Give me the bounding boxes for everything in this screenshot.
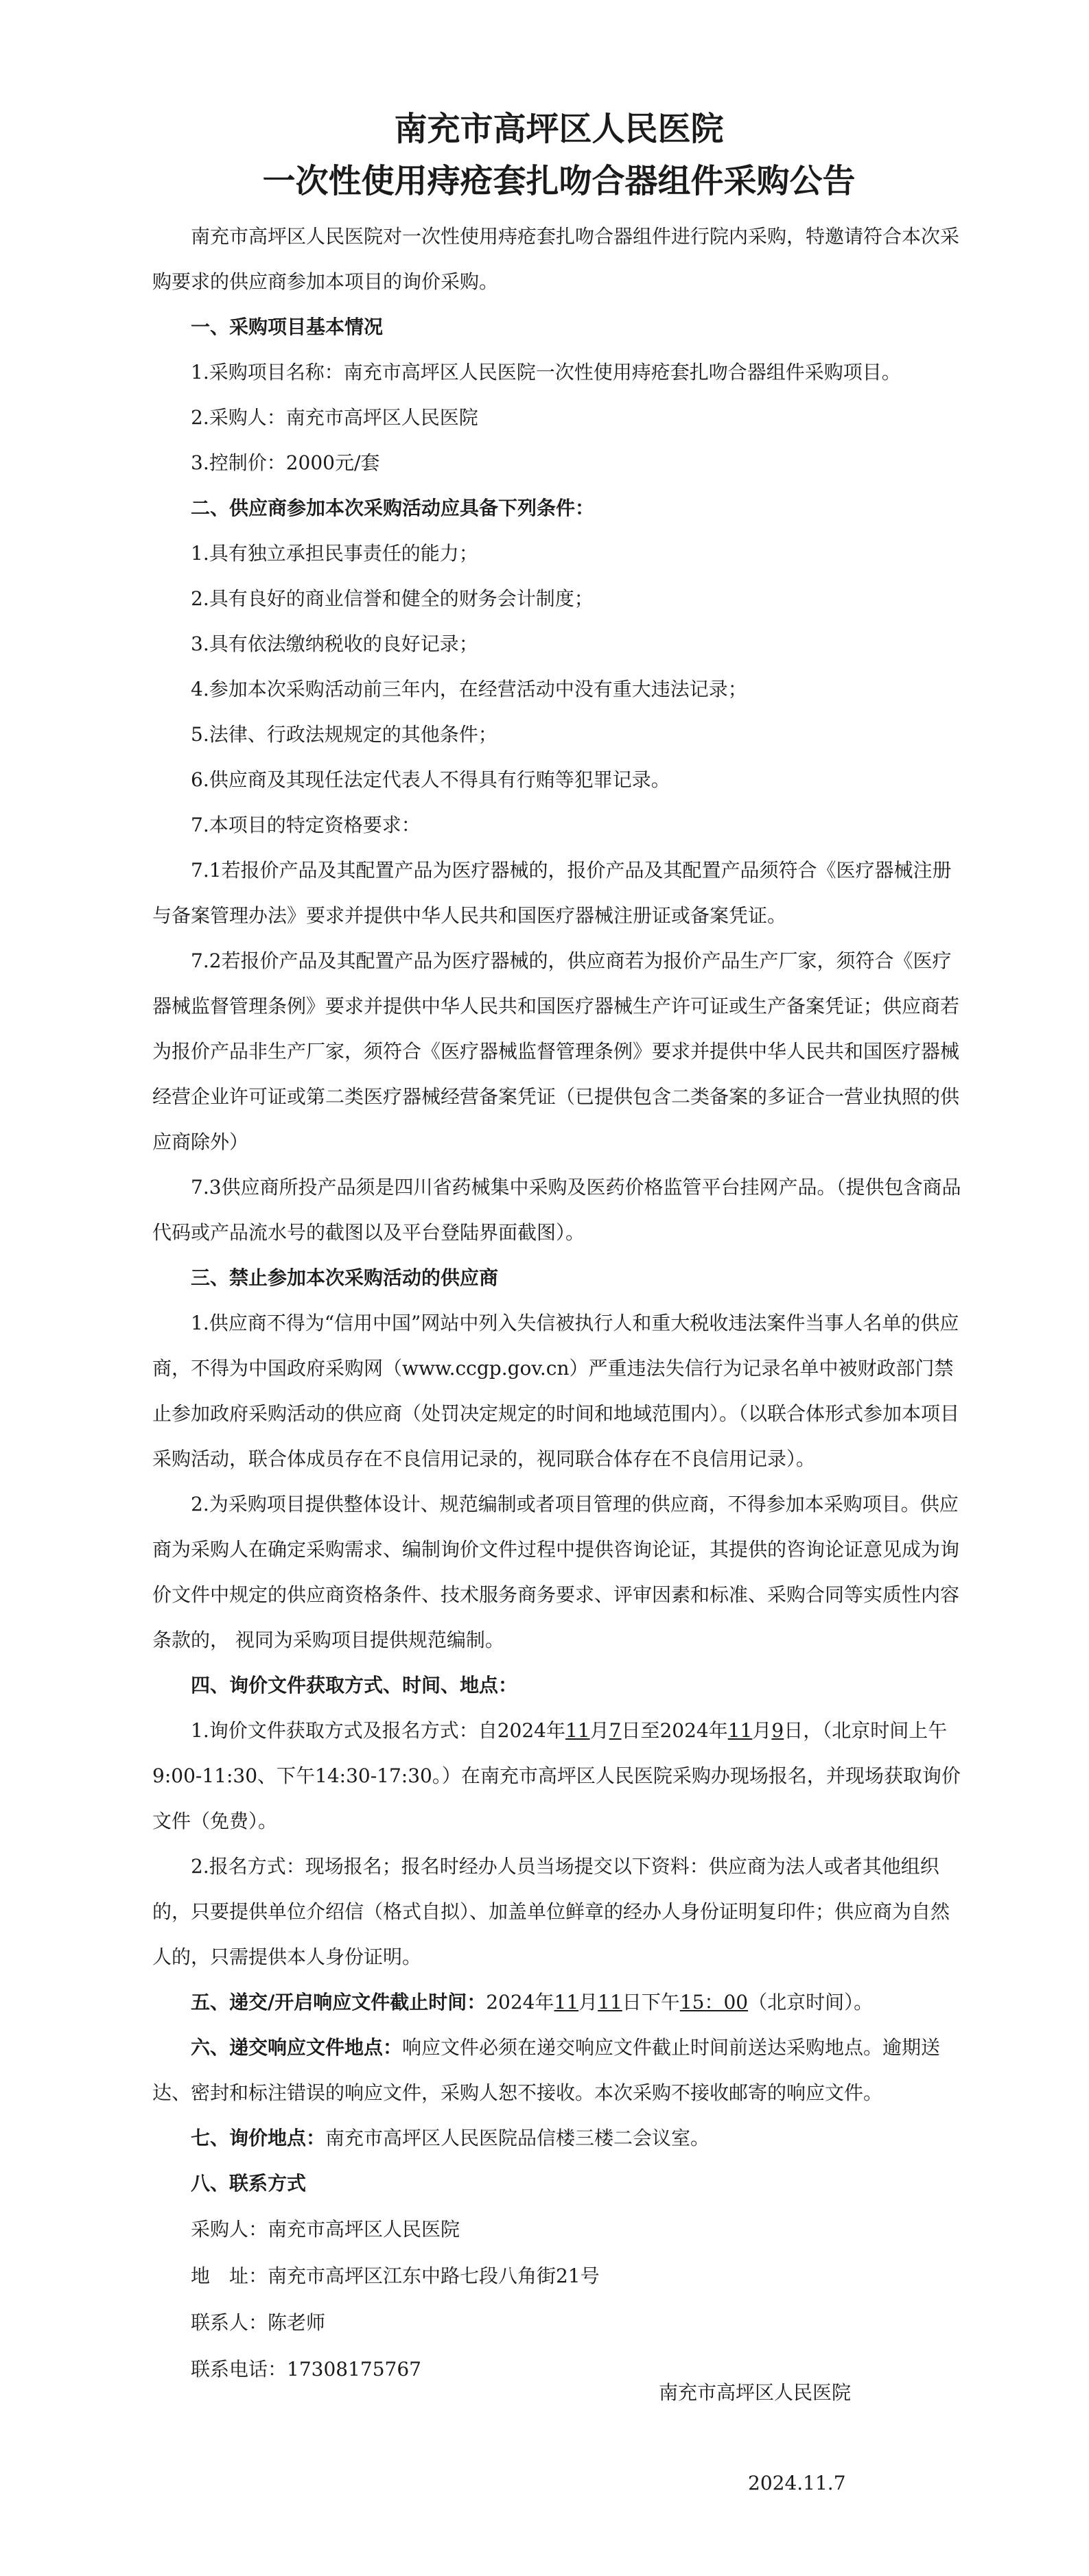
s5-text-post: （北京时间）。 — [748, 1991, 874, 2013]
s4-day-start: 7 — [609, 1719, 622, 1742]
section-2-item-3: 3.具有依法缴纳税收的良好记录； — [191, 633, 478, 655]
contact-purchaser: 采购人：南充市高坪区人民医院 — [191, 2218, 460, 2241]
s5-text-afternoon: 日下午 — [622, 1991, 680, 2013]
section-3-item-1: 1.供应商不得为“信用中国”网站中列入失信被执行人和重大税收违法案件当事人名单的供应商，不得为中国政府采购网（www.ccgp.gov.cn）严重违法失信行为记录名单中被财政部门禁止参加政府采购活动的供应商（处罚决定规定的时间和地域范围内）。（以联合体形式参加本项目采购活动，联合体成员存在不良信用记录的，视同联合体存在不良信用记录）。 — [152, 1312, 960, 1470]
s5-day: 11 — [598, 1991, 622, 2013]
contact-person: 联系人：陈老师 — [191, 2311, 326, 2334]
section-4-heading: 四、询价文件获取方式、时间、地点： — [191, 1674, 518, 1697]
section-2-item-7-2: 7.2若报价产品及其配置产品为医疗器械的，供应商若为报价产品生产厂家，须符合《医疗器械监督管理条例》要求并提供中华人民共和国医疗器械生产许可证或生产备案凭证；供应商若为报价产品非生产厂家，须符合《医疗器械监督管理条例》要求并提供中华人民共和国医疗器械经营企业许可证或第二类医疗器械经营备案凭证（已提供包含二类备案的多证合一营业执照的供应商除外） — [152, 949, 960, 1153]
section-3-heading: 三、禁止参加本次采购活动的供应商 — [191, 1266, 499, 1289]
s4-day-end: 9 — [771, 1719, 784, 1742]
s4-text-month-2: 月 — [752, 1719, 772, 1742]
section-2-item-2: 2.具有良好的商业信誉和健全的财务会计制度； — [191, 587, 594, 610]
section-2-item-5: 5.法律、行政法规规定的其他条件； — [191, 723, 497, 746]
section-1-item-3: 3.控制价：2000元/套 — [191, 451, 380, 474]
section-6 — [152, 2025, 965, 2116]
s4-text-post: 日，（北京时间上午9:00-11:30、下午14:30-17:30。）在南充市高坪区人民医院采购办现场报名，并现场获取询价文件（免费）。 — [152, 1719, 961, 1832]
section-3-item-2: 2.为采购项目提供整体设计、规范编制或者项目管理的供应商，不得参加本采购项目。供应商为采购人在确定采购需求、编制询价文件过程中提供咨询论证，其提供的咨询论证意见成为询价文件中规定的供应商资格条件、技术服务商务要求、评审因素和标准、采购合同等实质性内容条款的， 视同为采购项目提供规范编制。 — [152, 1493, 960, 1651]
section-7 — [152, 2116, 965, 2161]
section-7-text: 南充市高坪区人民医院品信楼三楼二会议室。 — [325, 2127, 710, 2149]
s4-text-pre: 1.询价文件获取方式及报名方式：自2024年 — [191, 1719, 565, 1742]
section-1-item-1: 1.采购项目名称：南充市高坪区人民医院一次性使用痔疮套扎吻合器组件采购项目。 — [191, 361, 901, 383]
section-6-text: 响应文件必须在递交响应文件截止时间前送达采购地点。逾期送达、密封和标注错误的响应文件，采购人恕不接收。本次采购不接收邮寄的响应文件。 — [152, 2036, 941, 2104]
section-1-item-2: 2.采购人：南充市高坪区人民医院 — [191, 406, 478, 429]
section-4-item-2: 2.报名方式：现场报名；报名时经办人员当场提交以下资料：供应商为法人或者其他组织的，只要提供单位介绍信（格式自拟）、加盖单位鲜章的经办人身份证明复印件；供应商为自然人的，只需提供本人身份证明。 — [152, 1855, 950, 1968]
section-2-item-7: 7.本项目的特定资格要求： — [191, 814, 421, 836]
section-8-heading: 八、联系方式 — [191, 2172, 307, 2195]
section-5 — [152, 1980, 965, 2025]
s4-text-month: 月 — [589, 1719, 609, 1742]
section-6-heading: 六、递交响应文件地点： — [191, 2036, 403, 2059]
s5-text-month: 月 — [578, 1991, 598, 2013]
section-2-heading: 二、供应商参加本次采购活动应具备下列条件： — [191, 497, 595, 519]
title-line-1: 南充市高坪区人民医院 — [394, 110, 724, 148]
section-2-item-7-3: 7.3供应商所投产品须是四川省药械集中采购及医药价格监管平台挂网产品。（提供包含商品代码或产品流水号的截图以及平台登陆界面截图）。 — [152, 1176, 961, 1244]
issue-date: 2024.11.7 — [748, 2472, 846, 2494]
title-line-2: 一次性使用痔疮套扎吻合器组件采购公告 — [262, 162, 856, 200]
s4-month-start: 11 — [565, 1719, 590, 1742]
contact-phone: 联系电话：17308175767 — [191, 2358, 421, 2380]
section-2-item-1: 1.具有独立承担民事责任的能力； — [191, 542, 478, 565]
s4-month-end: 11 — [727, 1719, 753, 1742]
section-4-item-1 — [152, 1708, 965, 1844]
section-2-item-4: 4.参加本次采购活动前三年内，在经营活动中没有重大违法记录； — [191, 678, 747, 700]
contact-address: 地 址：南充市高坪区江东中路七段八角街21号 — [191, 2265, 600, 2287]
s5-time: 15：00 — [679, 1991, 749, 2013]
s4-text-mid: 日至2024年 — [621, 1719, 728, 1742]
section-1-heading: 一、采购项目基本情况 — [191, 316, 384, 338]
section-2-item-7-1: 7.1若报价产品及其配置产品为医疗器械的，报价产品及其配置产品须符合《医疗器械注册与备案管理办法》要求并提供中华人民共和国医疗器械注册证或备案凭证。 — [152, 859, 952, 927]
intro-paragraph: 南充市高坪区人民医院对一次性使用痔疮套扎吻合器组件进行院内采购，特邀请符合本次采购要求的供应商参加本项目的询价采购。 — [152, 225, 960, 293]
section-5-heading: 五、递交/开启响应文件截止时间： — [191, 1991, 487, 2013]
section-2-item-6: 6.供应商及其现任法定代表人不得具有行贿等犯罪记录。 — [191, 768, 670, 791]
section-7-heading: 七、询价地点： — [191, 2127, 326, 2149]
signature: 南充市高坪区人民医院 — [659, 2381, 852, 2404]
s5-text-pre: 2024年 — [486, 1991, 554, 2013]
s5-month: 11 — [554, 1991, 579, 2013]
